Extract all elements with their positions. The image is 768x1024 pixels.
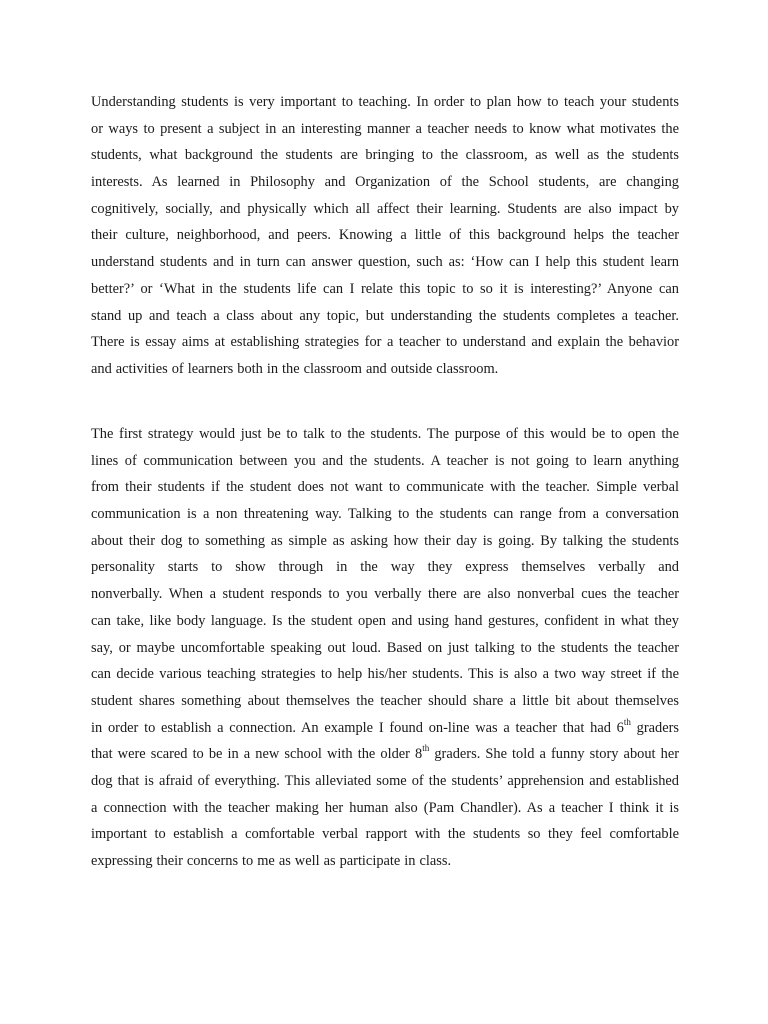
paragraph-2-line: important to establish a comfortable verbal rapport with the students so they feel comfortable (91, 826, 679, 843)
paragraph-2-line: about their dog to something as simple as asking how their day is going. By talking the students (91, 532, 679, 549)
paragraph-2-line: say, or maybe uncomfortable speaking out loud. Based on just talking to the students the teacher (91, 639, 679, 656)
paragraph-1-line: stand up and teach a class about any topic, but understanding the students completes a teacher. (91, 307, 679, 324)
paragraph-2-line: communication is a non threatening way. Talking to the students can range from a conversation (91, 506, 679, 523)
paragraph-2-line: personality starts to show through in the way they express themselves verbally and (91, 559, 679, 576)
paragraph-1-line: There is essay aims at establishing strategies for a teacher to understand and explain the behavior (91, 334, 679, 351)
paragraph-2-line: The first strategy would just be to talk to the students. The purpose of this would be to open the (91, 426, 679, 442)
paragraph-2-line-with-superscript (91, 715, 679, 742)
paragraph-2-line-with-superscript (91, 741, 679, 768)
paragraph-2-line: nonverbally. When a student responds to you verbally there are also nonverbal cues the teacher (91, 586, 679, 603)
ordinal-superscript: th (422, 743, 430, 754)
line-text: in order to establish a connection. An example I found on-line was a teacher that had 6 (91, 719, 624, 736)
paragraph-1-line: or ways to present a subject in an interesting manner a teacher needs to know what motivates the (91, 120, 679, 137)
paragraph-1-line: students, what background the students are bringing to the classroom, as well as the students (91, 147, 679, 164)
paragraph-1-line: cognitively, socially, and physically which all affect their learning. Students are also impact by (91, 200, 679, 217)
paragraph-1-line: Understanding students is very important to teaching. In order to plan how to teach your students (91, 94, 679, 110)
paragraph-2-line: a connection with the teacher making her human also (Pam Chandler). As a teacher I think it is (91, 799, 679, 816)
line-text: graders. She told a funny story about her (429, 746, 679, 763)
paragraph-2 (91, 421, 679, 875)
paragraph-2-line: expressing their concerns to me as well as participate in class. (91, 853, 452, 869)
paragraph-2-line: can decide various teaching strategies to help his/her students. This is also a two way street if the (91, 666, 679, 683)
paragraph-1-line: interests. As learned in Philosophy and Organization of the School students, are changing (91, 174, 679, 191)
line-text: that were scared to be in a new school with the older 8 (91, 746, 423, 763)
line-text: graders (630, 719, 679, 736)
paragraph-2-line: lines of communication between you and the students. A teacher is not going to learn anything (91, 452, 679, 469)
paragraph-2-line: from their students if the student does not want to communicate with the teacher. Simple verbal (91, 479, 679, 496)
paragraph-2-line: dog that is afraid of everything. This alleviated some of the students’ apprehension and established (91, 772, 679, 789)
paragraph-1-line: better?’ or ‘What in the students life can I relate this topic to so it is interesting?’ Anyone can (91, 280, 679, 297)
paragraph-1-line: their culture, neighborhood, and peers. Knowing a little of this background helps the teacher (91, 227, 679, 244)
paragraph-2-line: student shares something about themselves the teacher should share a little bit about themselves (91, 692, 679, 709)
paragraph-1-line: understand students and in turn can answer question, such as: ‘How can I help this student learn (91, 254, 679, 271)
paragraph-1 (91, 89, 679, 383)
ordinal-superscript: th (623, 716, 631, 727)
paragraph-1-line: and activities of learners both in the classroom and outside classroom. (91, 360, 499, 377)
paragraph-2-line: can take, like body language. Is the student open and using hand gestures, confident in what they (91, 612, 679, 629)
